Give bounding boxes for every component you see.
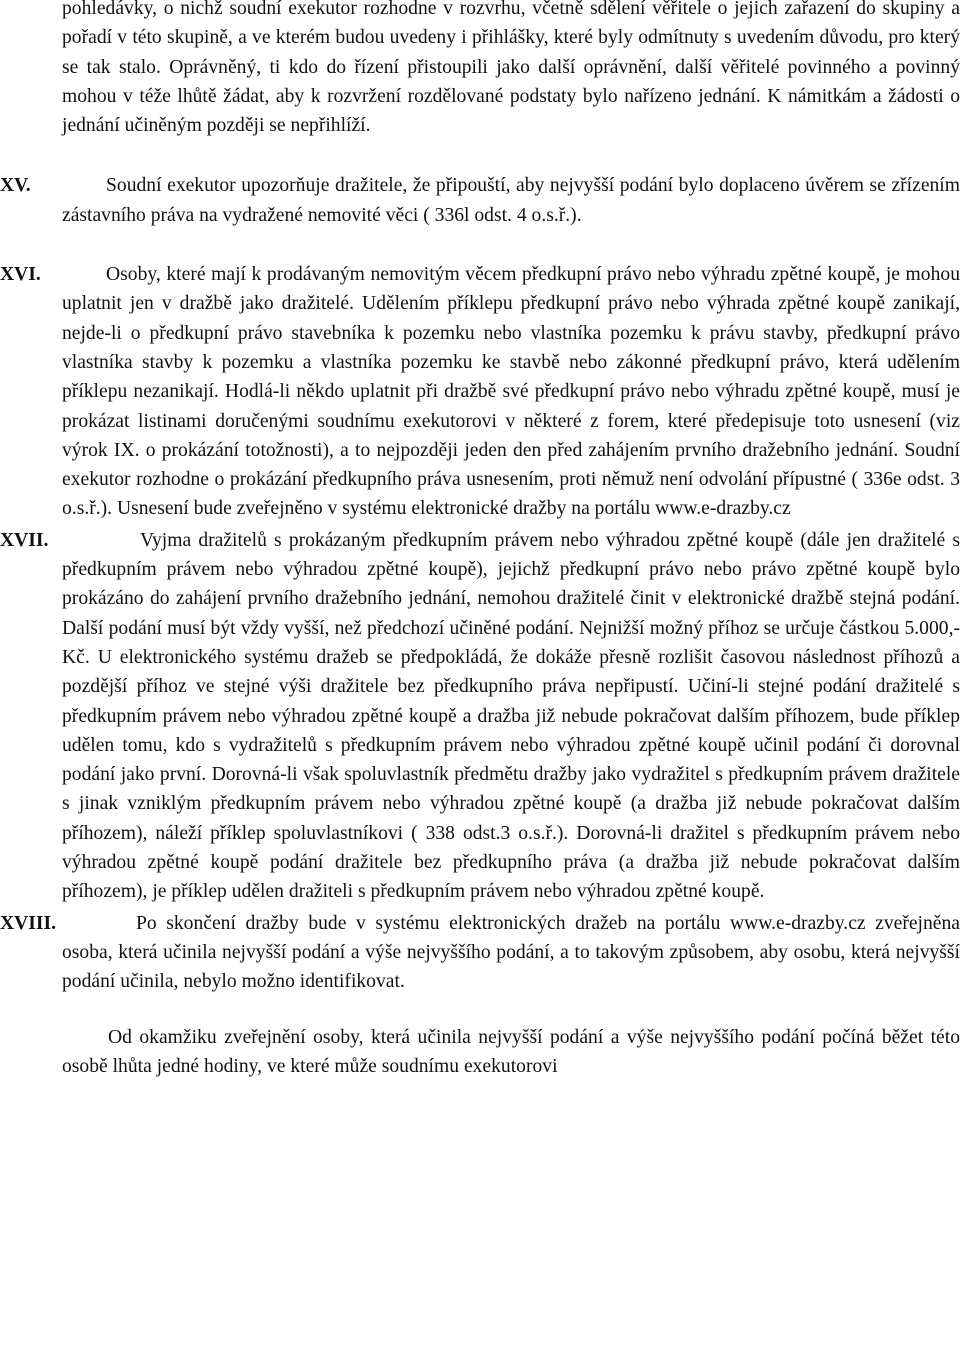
section-xviii-paragraph-2 <box>62 1023 960 1082</box>
section-text-xv: Soudní exekutor upozorňuje dražitele, že připouští, aby nejvyšší podání bylo doplaceno úvěrem se zřízením zástavního práva na vydražené nemovité věci ( 336l odst. 4 o.s.ř.). <box>62 175 960 226</box>
section-text-xvii: Vyjma dražitelů s prokázaným předkupním právem nebo výhradou zpětné koupě (dále jen dražitelé s předkupním právem nebo výhradou zpětné koupě), jejichž předkupní právo nebo právo zpětné koupě bylo prokázáno do zahájení prvního dražebního jednání, nemohou dražitelé činit v elektronické dražbě stejná podání. Další podání musí být vždy vyšší, než předchozí učiněné podání. Nejnižší možný příhoz se určuje částkou 5.000,- Kč. U elektronického systému dražeb se předpokládá, že dokáže přesně rozlišit časovou následnost příhozů a pozdější příhoz ve stejné výši dražitele bez předkupního práva nepřipustí. Učiní-li stejné podání dražitelé s předkupním právem nebo výhradou zpětné koupě a dražba již nebude pokračovat dalším příhozem, bude příklep udělen tomu, kdo s vydražitelů s předkupním právem nebo výhradou zpětné koupě učinil podání či dorovnal podání jako první. Dorovná-li však spoluvlastník předmětu dražby jako vydražitel s předkupním právem dražitele s jinak vzniklým předkupním právem nebo výhradou zpětné koupě (a dražba již nebude pokračovat dalším příhozem), náleží příklep spoluvlastníkovi ( 338 odst.3 o.s.ř.). Dorovná-li dražitel s předkupním právem nebo výhradou zpětné koupě podání dražitele bez předkupního práva (a dražba již nebude pokračovat dalším příhozem), je příklep udělen dražiteli s předkupním právem nebo výhradou zpětné koupě. <box>62 529 960 903</box>
section-number-xv: XV. <box>0 175 31 197</box>
section-text-xvi: Osoby, které mají k prodávaným nemovitým věcem předkupní právo nebo výhradu zpětné koupě, je mohou uplatnit jen v dražbě jako dražitelé. Udělením příklepu předkupní právo nebo výhrada zpětné koupě zanikají, nejde-li o předkupní právo stavebníka k pozemku nebo vlastníka pozemku k právu stavby, předkupní právo vlastníka stavby k pozemku a vlastníka pozemku ke stavbě nebo zákonné předkupní právo, která udělením příklepu nezanikají. Hodlá-li někdo uplatnit při dražbě své předkupní právo nebo výhradu zpětné koupě, musí je prokázat listinami doručenými soudnímu exekutorovi v některé z forem, které předepisuje toto usnesení (viz výrok IX. o prokázání totožnosti), a to nejpozději jeden den před zahájením prvního dražebního jednání. Soudní exekutor rozhodne o prokázání předkupního práva usnesením, proti němuž není odvolání přípustné ( 336e odst. 3 o.s.ř.). Usnesení bude zveřejněno v systému elektronické dražby na portálu www.e-drazby.cz <box>62 264 960 520</box>
section-xv <box>0 171 960 230</box>
section-text-xviii-2: Od okamžiku zveřejnění osoby, která učinila nejvyšší podání a výše nejvyššího podání počíná běžet této osobě lhůta jedné hodiny, ve které může soudnímu exekutorovi <box>62 1026 960 1077</box>
section-number-xviii: XVIII. <box>0 912 57 934</box>
section-xviii <box>0 909 960 997</box>
section-number-xvii: XVII. <box>0 529 49 551</box>
continuation-paragraph: pohledávky, o nichž soudní exekutor rozhodne v rozvrhu, včetně sdělení věřitele o jejich zařazení do skupiny a pořadí v této skupině, a ve kterém budou uvedeny i přihlášky, které byly odmítnuty s uvedením důvodu, pro který se tak stalo. Oprávněný, ti kdo do řízení přistoupili jako další oprávnění, další věřitelé povinného a povinný mohou v téže lhůtě žádat, aby k rozvržení rozdělované podstaty bylo nařízeno jednání. K námitkám a žádosti o jednání učiněným později se nepřihlíží. <box>62 0 960 137</box>
section-number-xvi: XVI. <box>0 264 41 286</box>
section-text-xviii: Po skončení dražby bude v systému elektronických dražeb na portálu www.e-drazby.cz zveřejněna osoba, která učinila nejvyšší podání a výše nejvyššího podání, a to takovým způsobem, aby osobu, která nejvyšší podání učinila, nebylo možno identifikovat. <box>62 912 960 993</box>
section-xvi <box>0 260 960 524</box>
section-xvii <box>0 526 960 907</box>
